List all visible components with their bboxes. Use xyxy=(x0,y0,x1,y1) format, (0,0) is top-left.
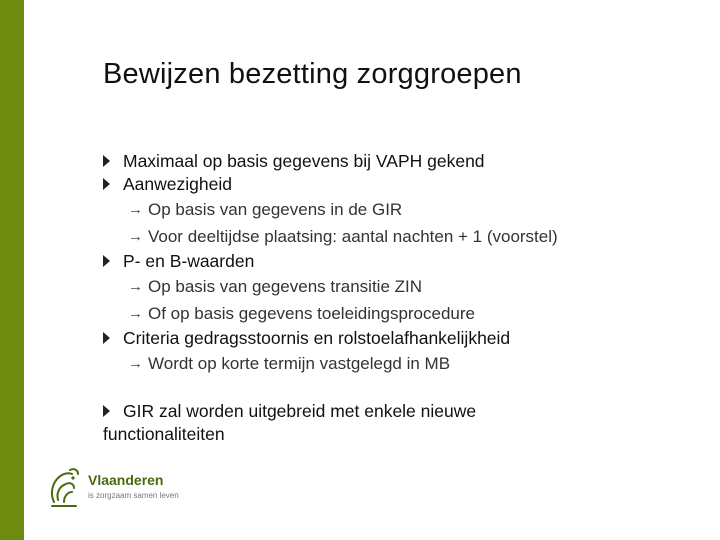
sub-bullet-item xyxy=(103,223,693,250)
sub-arrow-icon: → xyxy=(128,201,143,218)
bullet-item-1 xyxy=(103,150,693,173)
bullet-arrow-icon xyxy=(103,405,110,417)
sub-bullet-item xyxy=(103,273,693,300)
bullet-text: Maximaal op basis gegevens bij VAPH gekend xyxy=(123,151,485,171)
logo-name: Vlaanderen xyxy=(88,472,164,488)
logo-tagline: is zorgzaam samen leven xyxy=(88,491,179,500)
vlaanderen-logo xyxy=(46,464,196,514)
sub-arrow-icon: → xyxy=(128,278,143,295)
bullet-text: P- en B-waarden xyxy=(123,251,255,271)
accent-side-bar xyxy=(0,0,24,540)
sub-bullet-text: Of op basis gegevens toeleidingsprocedure xyxy=(148,304,475,323)
bullet-item-3 xyxy=(103,250,693,273)
bullet-arrow-icon xyxy=(103,255,110,267)
bullet-text: Aanwezigheid xyxy=(123,174,232,194)
bullet-item-2 xyxy=(103,173,693,196)
sub-bullet-item xyxy=(103,196,693,223)
sub-bullet-text: Wordt op korte termijn vastgelegd in MB xyxy=(148,354,451,373)
sub-bullet-text: Op basis van gegevens transitie ZIN xyxy=(148,277,423,296)
bullet-item-5 xyxy=(103,400,693,446)
bullet-arrow-icon xyxy=(103,155,110,167)
sub-arrow-icon: → xyxy=(128,305,143,322)
bullet-arrow-icon xyxy=(103,178,110,190)
sub-bullet-text: Voor deeltijdse plaatsing: aantal nachten + 1 (voorstel) xyxy=(148,227,558,246)
sub-bullet-item xyxy=(103,300,693,327)
bullet-item-4 xyxy=(103,327,693,350)
sub-arrow-icon: → xyxy=(128,228,143,245)
sub-arrow-icon: → xyxy=(128,355,143,372)
lion-icon xyxy=(46,464,84,510)
bullet-text-line-2: functionaliteiten xyxy=(103,424,225,444)
slide-title: Bewijzen bezetting zorggroepen xyxy=(103,58,522,90)
bullet-text-line-1: GIR zal worden uitgebreid met enkele nieuwe xyxy=(123,401,477,421)
sub-bullet-item xyxy=(103,350,693,377)
sub-bullet-text: Op basis van gegevens in de GIR xyxy=(148,200,403,219)
bullet-text: Criteria gedragsstoornis en rolstoelafhankelijkheid xyxy=(123,328,511,348)
bullet-arrow-icon xyxy=(103,332,110,344)
bullet-list xyxy=(103,150,693,446)
spacer xyxy=(103,377,693,400)
